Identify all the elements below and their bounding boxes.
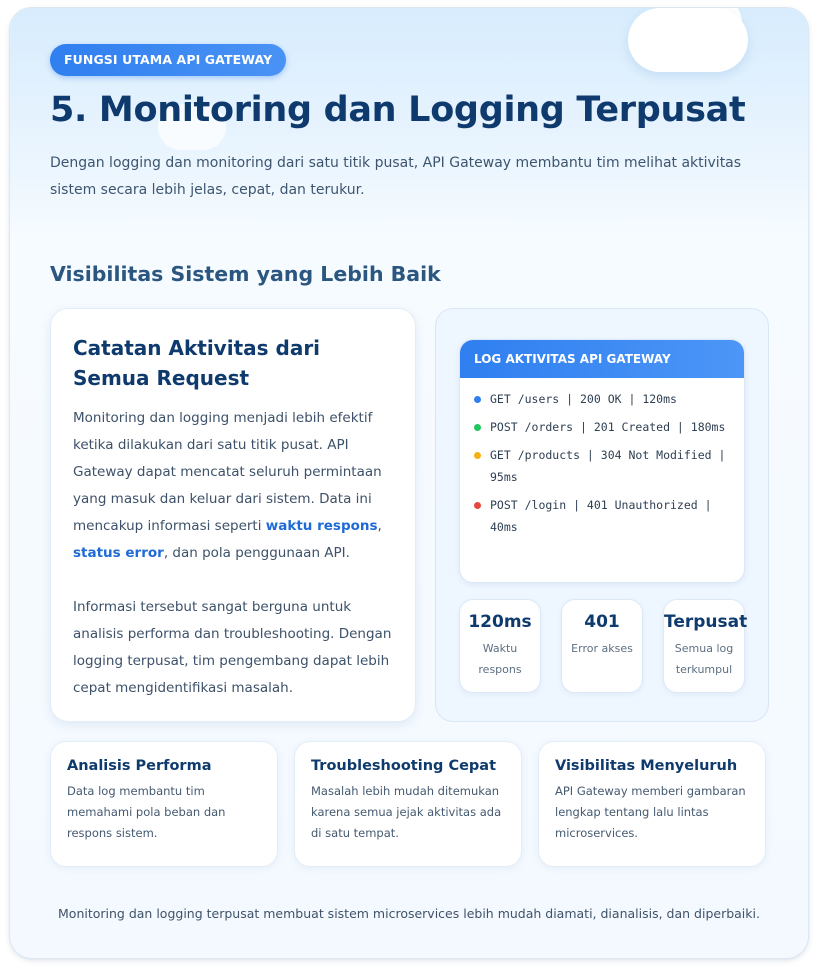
feature-title: Analisis Performa (67, 758, 212, 774)
status-dot-icon (474, 452, 481, 459)
cloud-decoration (628, 8, 748, 72)
footer-note: Monitoring dan logging terpusat membuat sistem microservices lebih mudah diamati, dianalisis, dan diperbaiki. (58, 906, 760, 921)
feature-card-troubleshooting (294, 741, 522, 867)
stat-card-response-time (459, 599, 541, 693)
log-activity-card (459, 339, 745, 583)
highlight-status-error: status error (73, 545, 164, 561)
stat-label: Waktu respons (478, 642, 522, 676)
stat-value: 120ms (468, 612, 532, 632)
activity-record-card (50, 308, 416, 722)
category-badge: FUNGSI UTAMA API GATEWAY (50, 44, 286, 76)
section-title: Visibilitas Sistem yang Lebih Baik (50, 262, 441, 286)
log-entry-text: POST /login | 401 Unauthorized | 40ms (490, 498, 712, 534)
feature-description: API Gateway memberi gambaran lengkap tentang lalu lintas microservices. (555, 784, 746, 840)
log-entry (474, 388, 730, 410)
status-dot-icon (474, 424, 481, 431)
stat-card-access-error (561, 599, 643, 693)
log-list (460, 378, 744, 538)
page-subtitle: Dengan logging dan monitoring dari satu titik pusat, API Gateway membantu tim melihat aktivitas sistem secara lebih jelas, cepat, dan terukur. (50, 155, 742, 198)
feature-card-visibility (538, 741, 766, 867)
feature-title: Troubleshooting Cepat (311, 758, 497, 774)
separator-comma: , (377, 518, 382, 534)
log-entry (474, 416, 730, 438)
stat-value: Terpusat (664, 612, 748, 632)
stat-label: Error akses (571, 642, 633, 655)
page-title: 5. Monitoring dan Logging Terpusat (50, 90, 746, 130)
log-entry (474, 444, 730, 488)
feature-card-performance (50, 741, 278, 867)
feature-description: Masalah lebih mudah ditemukan karena semua jejak aktivitas ada di satu tempat. (311, 784, 502, 840)
status-dot-icon (474, 502, 481, 509)
stat-label: Semua log terkumpul (674, 642, 734, 676)
log-entry (474, 494, 730, 538)
log-card-title: LOG AKTIVITAS API GATEWAY (460, 340, 744, 378)
log-entry-text: POST /orders | 201 Created | 180ms (490, 420, 726, 434)
stat-value: 401 (584, 612, 620, 632)
log-panel (435, 308, 769, 722)
card-paragraph-2: Informasi tersebut sangat berguna untuk analisis performa dan troubleshooting. Dengan logging terpusat, tim pengembang dapat lebih cepat mengidentifikasi masalah. (73, 599, 392, 696)
highlight-response-time: waktu respons (265, 518, 378, 534)
paragraph-text: Monitoring dan logging menjadi lebih efektif ketika dilakukan dari satu titik pusat. API Gateway dapat mencatat seluruh permintaan yang masuk dan keluar dari sistem. Data ini mencakup informasi seperti (73, 410, 382, 534)
log-entry-text: GET /users | 200 OK | 120ms (490, 392, 677, 406)
card-heading: Catatan Aktivitas dari Semua Request (73, 336, 321, 390)
stats-row (459, 599, 748, 693)
card-paragraph-1 (73, 405, 393, 567)
stat-card-centralized (663, 599, 748, 693)
feature-title: Visibilitas Menyeluruh (555, 758, 738, 774)
log-entry-text: GET /products | 304 Not Modified | 95ms (490, 448, 726, 484)
slide-frame (10, 8, 808, 958)
paragraph-text-end: , dan pola penggunaan API. (163, 545, 350, 561)
status-dot-icon (474, 396, 481, 403)
feature-description: Data log membantu tim memahami pola beban dan respons sistem. (67, 784, 226, 840)
